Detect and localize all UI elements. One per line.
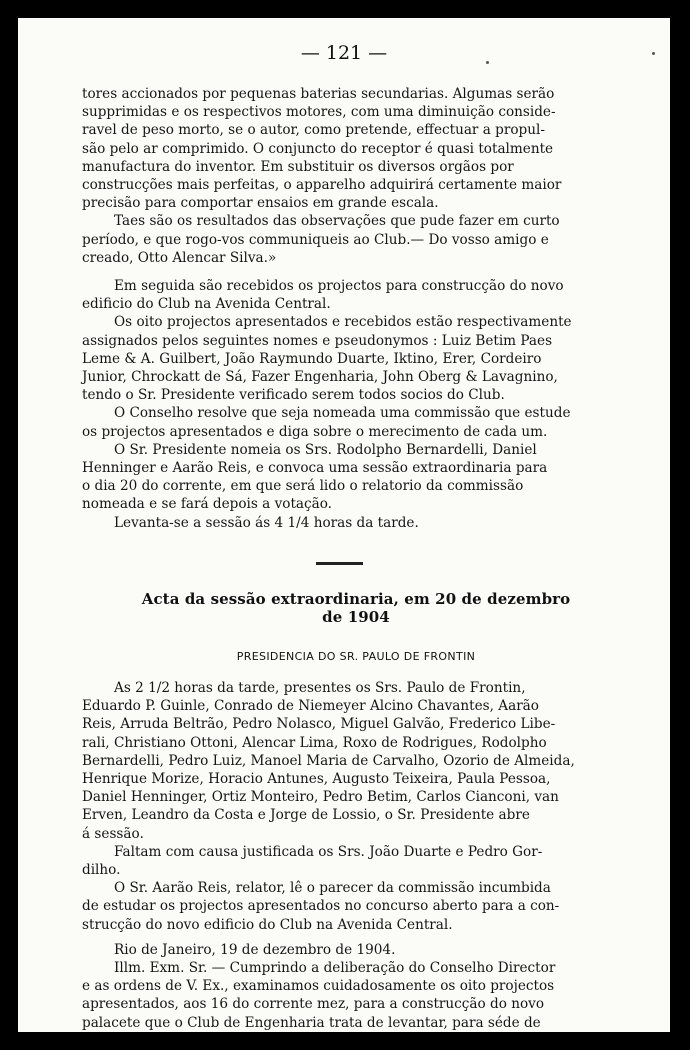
text-line: tendo o Sr. Presidente verificado serem todos socios do Club. bbox=[82, 387, 505, 404]
text-line: apresentados, aos 16 do corrente mez, para a construcção do novo bbox=[82, 996, 545, 1013]
text-line: creado, Otto Alencar Silva.» bbox=[82, 249, 277, 266]
text-line: Junior, Chrockatt de Sá, Fazer Engenharia, John Oberg & Lavagnino, bbox=[82, 369, 558, 386]
text-line: precisão para comportar ensaios em grande escala. bbox=[82, 195, 439, 212]
text-line: Taes são os resultados das observações que pude fazer em curto bbox=[114, 213, 560, 230]
text-line: Reis, Arruda Beltrão, Pedro Nolasco, Miguel Galvão, Frederico Libe- bbox=[82, 716, 556, 733]
text-line: Eduardo P. Guinle, Conrado de Niemeyer Alcino Chavantes, Aarão bbox=[82, 698, 539, 715]
text-line: rali, Christiano Ottoni, Alencar Lima, Roxo de Rodrigues, Rodolpho bbox=[82, 734, 547, 751]
section-divider bbox=[316, 562, 363, 565]
text-line: e as ordens de V. Ex., examinamos cuidadosamente os oito projectos bbox=[82, 978, 555, 995]
text-line: Leme & A. Guilbert, João Raymundo Duarte, Iktino, Erer, Cordeiro bbox=[82, 350, 542, 367]
document-page bbox=[18, 18, 670, 1032]
text-line: O Sr. Aarão Reis, relator, lê o parecer da commissão incumbida bbox=[114, 880, 551, 897]
text-line: construcções mais perfeitas, o apparelho adquirirá certamente maior bbox=[82, 177, 562, 194]
text-line: Daniel Henninger, Ortiz Monteiro, Pedro Betim, Carlos Cianconi, van bbox=[82, 789, 559, 806]
lower-text-block bbox=[82, 679, 630, 1032]
text-line: são pelo ar comprimido. O conjuncto do receptor é quasi totalmente bbox=[82, 140, 554, 157]
text-line: edificio do Club na Avenida Central. bbox=[82, 296, 331, 313]
text-line: Erven, Leandro da Costa e Jorge de Lossio, o Sr. Presidente abre bbox=[82, 807, 530, 824]
section-heading bbox=[82, 590, 630, 626]
page-number: — 121 — bbox=[300, 42, 388, 64]
text-line: Levanta-se a sessão ás 4 1/4 horas da tarde. bbox=[114, 514, 419, 531]
paragraph-gap bbox=[82, 934, 630, 941]
section-heading-line-2: de 1904 bbox=[322, 608, 390, 626]
text-line: á sessão. bbox=[82, 825, 144, 842]
paragraph-gap bbox=[82, 267, 630, 277]
text-line: Henrique Morize, Horacio Antunes, Augusto Teixeira, Paula Pessoa, bbox=[82, 771, 551, 788]
text-line: Rio de Janeiro, 19 de dezembro de 1904. bbox=[114, 941, 396, 958]
text-line: O Sr. Presidente nomeia os Srs. Rodolpho Bernardelli, Daniel bbox=[114, 441, 537, 458]
text-line: manufactura do inventor. Em substituir os diversos orgãos por bbox=[82, 158, 514, 175]
upper-text-block bbox=[82, 85, 630, 532]
text-line: Illm. Exm. Sr. — Cumprindo a deliberação do Conselho Director bbox=[114, 960, 556, 977]
text-line: palacete que o Club de Engenharia trata de levantar, para séde de bbox=[82, 1014, 541, 1031]
text-line: nomeada e se fará depois a votação. bbox=[82, 496, 332, 513]
text-line: de estudar os projectos apresentados no concurso aberto para a con- bbox=[82, 898, 560, 915]
text-line: O Conselho resolve que seja nomeada uma commissão que estude bbox=[114, 405, 571, 422]
section-heading-line-1: Acta da sessão extraordinaria, em 20 de dezembro bbox=[141, 590, 571, 608]
text-line: assignados pelos seguintes nomes e pseudonymos : Luiz Betim Paes bbox=[82, 332, 553, 349]
text-line: período, e que rogo-vos communiqueis ao Club.— Do vosso amigo e bbox=[82, 231, 549, 248]
text-line: ravel de peso morto, se o autor, como pretende, effectuar a propul- bbox=[82, 122, 545, 139]
text-line: dilho. bbox=[82, 862, 121, 879]
text-line: os projectos apresentados e diga sobre o merecimento de cada um. bbox=[82, 423, 548, 440]
text-line: Henninger e Aarão Reis, e convoca uma sessão extraordinaria para bbox=[82, 460, 548, 477]
text-line: o dia 20 do corrente, em que será lido o relatorio da commissão bbox=[82, 478, 524, 495]
speck-mark bbox=[486, 61, 489, 64]
text-line: Em seguida são recebidos os projectos para construcção do novo bbox=[114, 278, 564, 295]
text-line: Faltam com causa justificada os Srs. João Duarte e Pedro Gor- bbox=[114, 843, 543, 860]
text-line: Bernardelli, Pedro Luiz, Manoel Maria de Carvalho, Ozorio de Almeida, bbox=[82, 752, 575, 769]
speck-mark bbox=[652, 52, 655, 55]
text-line: tores accionados por pequenas baterias secundarias. Algumas serão bbox=[82, 86, 555, 102]
text-line: Os oito projectos apresentados e recebidos estão respectivamente bbox=[114, 314, 572, 331]
text-line: As 2 1/2 horas da tarde, presentes os Srs. Paulo de Frontin, bbox=[114, 680, 526, 696]
text-line: strucção do novo edificio do Club na Avenida Central. bbox=[82, 916, 453, 933]
text-line: supprimidas e os respectivos motores, com uma diminuição conside- bbox=[82, 104, 556, 121]
presidency-line: PRESIDENCIA DO SR. PAULO DE FRONTIN bbox=[236, 650, 476, 663]
